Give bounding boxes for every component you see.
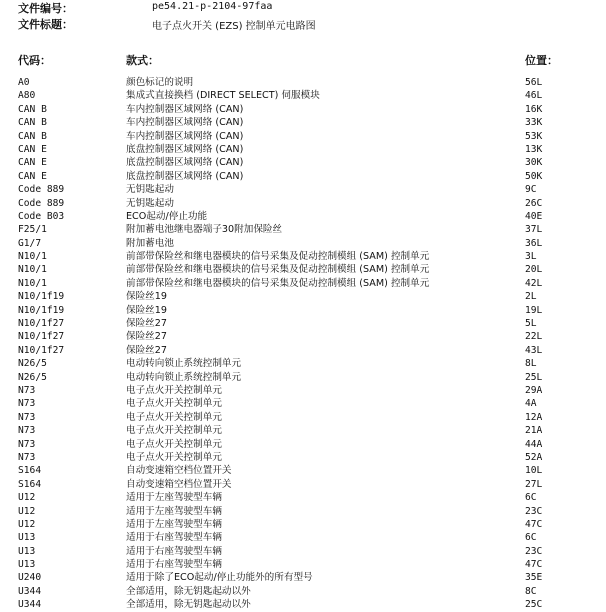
row-code: N10/1f27 xyxy=(18,344,65,356)
row-position: 46L xyxy=(525,90,543,102)
row-code: U240 xyxy=(18,572,42,584)
table-row xyxy=(0,384,606,397)
row-code: U12 xyxy=(18,505,36,517)
table-row xyxy=(0,411,606,424)
table-row xyxy=(0,237,606,250)
table-row xyxy=(0,223,606,236)
table-row xyxy=(0,317,606,330)
row-position: 9C xyxy=(525,184,537,196)
row-position: 13K xyxy=(525,143,543,155)
row-description: 自动变速箱空档位置开关 xyxy=(126,478,232,490)
table-row xyxy=(0,116,606,129)
row-position: 52A xyxy=(525,451,543,463)
row-description: 颜色标记的说明 xyxy=(126,77,194,88)
row-position: 25C xyxy=(525,599,543,611)
row-description: 适用于右座驾驶型车辆 xyxy=(126,545,222,557)
row-description: 底盘控制器区域网络 (CAN) xyxy=(126,143,244,155)
row-position: 42L xyxy=(525,277,543,289)
row-code: U13 xyxy=(18,545,36,557)
row-description: 电子点火开关控制单元 xyxy=(126,398,222,410)
row-code: CAN B xyxy=(18,117,47,129)
row-position: 20L xyxy=(525,264,543,276)
row-code: Code 889 xyxy=(18,197,65,209)
row-code: G1/7 xyxy=(18,237,42,249)
row-code: N10/1 xyxy=(18,264,47,276)
row-position: 2L xyxy=(525,291,537,303)
table-row xyxy=(0,558,606,571)
table-row xyxy=(0,277,606,290)
column-header-description: 款式： xyxy=(126,54,159,67)
legend-table xyxy=(0,76,606,612)
row-description: 自动变速箱空档位置开关 xyxy=(126,465,232,477)
table-row xyxy=(0,103,606,116)
row-description: 保险丝27 xyxy=(126,344,167,356)
row-code: CAN E xyxy=(18,157,47,169)
row-position: 6C xyxy=(525,532,537,544)
row-description: 适用于左座驾驶型车辆 xyxy=(126,492,222,504)
table-row xyxy=(0,357,606,370)
row-position: 27L xyxy=(525,478,543,490)
row-description: 底盘控制器区域网络 (CAN) xyxy=(126,157,244,169)
table-row xyxy=(0,424,606,437)
row-position: 35E xyxy=(525,572,543,584)
table-row xyxy=(0,290,606,303)
table-row xyxy=(0,397,606,410)
table-row xyxy=(0,143,606,156)
row-position: 25L xyxy=(525,371,543,383)
row-code: Code B03 xyxy=(18,210,65,222)
table-row xyxy=(0,371,606,384)
row-position: 16K xyxy=(525,103,543,115)
table-row xyxy=(0,505,606,518)
row-position: 37L xyxy=(525,224,543,236)
row-code: N10/1 xyxy=(18,251,47,263)
row-code: U344 xyxy=(18,599,42,611)
row-code: CAN E xyxy=(18,143,47,155)
table-row xyxy=(0,545,606,558)
doc-number-value: pe54.21-p-2104-97faa xyxy=(152,1,273,12)
table-row xyxy=(0,197,606,210)
doc-title-value: 电子点火开关 (EZS) 控制单元电路图 xyxy=(152,21,316,32)
row-code: N73 xyxy=(18,438,36,450)
row-description: 无钥匙起动 xyxy=(126,197,174,209)
row-code: S164 xyxy=(18,465,42,477)
row-position: 8L xyxy=(525,358,537,370)
row-position: 23C xyxy=(525,545,543,557)
row-code: CAN E xyxy=(18,170,47,182)
row-code: N73 xyxy=(18,384,36,396)
row-code: N26/5 xyxy=(18,358,47,370)
row-position: 12A xyxy=(525,411,543,423)
row-code: F25/1 xyxy=(18,224,47,236)
row-position: 53K xyxy=(525,130,543,142)
row-code: N10/1f19 xyxy=(18,291,65,303)
row-description: 适用于左座驾驶型车辆 xyxy=(126,505,222,517)
table-row xyxy=(0,210,606,223)
table-row xyxy=(0,518,606,531)
row-description: 电子点火开关控制单元 xyxy=(126,425,222,437)
row-description: 保险丝27 xyxy=(126,318,167,330)
row-description: 保险丝27 xyxy=(126,331,167,343)
row-description: 前部带保险丝和继电器模块的信号采集及促动控制模组 (SAM) 控制单元 xyxy=(126,264,430,276)
row-code: Code 889 xyxy=(18,184,65,196)
row-description: 电子点火开关控制单元 xyxy=(126,411,222,423)
row-code: N10/1f27 xyxy=(18,331,65,343)
table-row xyxy=(0,76,606,89)
row-description: 适用于左座驾驶型车辆 xyxy=(126,518,222,530)
row-code: CAN B xyxy=(18,130,47,142)
column-header-position: 位置： xyxy=(525,54,558,67)
table-row xyxy=(0,156,606,169)
row-description: 电子点火开关控制单元 xyxy=(126,384,222,396)
row-description: 底盘控制器区域网络 (CAN) xyxy=(126,170,244,182)
row-position: 3L xyxy=(525,251,537,263)
row-position: 40E xyxy=(525,210,543,222)
row-code: N10/1f27 xyxy=(18,318,65,330)
table-row xyxy=(0,451,606,464)
row-position: 36L xyxy=(525,237,543,249)
table-row xyxy=(0,598,606,611)
row-description: 附加蓄电池继电器端子30附加保险丝 xyxy=(126,224,283,236)
table-row xyxy=(0,585,606,598)
row-position: 29A xyxy=(525,384,543,396)
row-position: 50K xyxy=(525,170,543,182)
row-description: 适用于右座驾驶型车辆 xyxy=(126,559,222,571)
row-position: 8C xyxy=(525,585,537,597)
table-row xyxy=(0,304,606,317)
row-description: 附加蓄电池 xyxy=(126,237,174,249)
row-description: 无钥匙起动 xyxy=(126,184,174,196)
row-position: 56L xyxy=(525,77,543,88)
row-code: U13 xyxy=(18,559,36,571)
row-description: 集成式直接换档 (DIRECT SELECT) 伺服模块 xyxy=(126,90,320,102)
row-description: 车内控制器区域网络 (CAN) xyxy=(126,130,244,142)
row-description: ECO起动/停止功能 xyxy=(126,210,208,222)
table-row xyxy=(0,464,606,477)
row-position: 44A xyxy=(525,438,543,450)
table-row xyxy=(0,170,606,183)
row-description: 车内控制器区域网络 (CAN) xyxy=(126,103,244,115)
row-code: U12 xyxy=(18,492,36,504)
row-position: 22L xyxy=(525,331,543,343)
row-description: 保险丝19 xyxy=(126,304,167,316)
row-code: CAN B xyxy=(18,103,47,115)
row-position: 23C xyxy=(525,505,543,517)
row-description: 车内控制器区域网络 (CAN) xyxy=(126,117,244,129)
table-row xyxy=(0,531,606,544)
table-row xyxy=(0,183,606,196)
row-position: 26C xyxy=(525,197,543,209)
row-code: N73 xyxy=(18,411,36,423)
row-description: 适用于除了ECO起动/停止功能外的所有型号 xyxy=(126,572,313,584)
table-row xyxy=(0,344,606,357)
table-row xyxy=(0,491,606,504)
row-description: 前部带保险丝和继电器模块的信号采集及促动控制模组 (SAM) 控制单元 xyxy=(126,251,430,263)
row-code: U12 xyxy=(18,518,36,530)
table-row xyxy=(0,250,606,263)
row-description: 电动转向锁止系统控制单元 xyxy=(126,358,242,370)
row-code: U13 xyxy=(18,532,36,544)
row-code: N73 xyxy=(18,451,36,463)
table-row xyxy=(0,130,606,143)
row-description: 全部适用，除无钥匙起动以外 xyxy=(126,585,251,597)
row-position: 43L xyxy=(525,344,543,356)
row-position: 6C xyxy=(525,492,537,504)
row-description: 适用于右座驾驶型车辆 xyxy=(126,532,222,544)
row-position: 47C xyxy=(525,559,543,571)
row-code: N10/1f19 xyxy=(18,304,65,316)
row-position: 30K xyxy=(525,157,543,169)
row-description: 电子点火开关控制单元 xyxy=(126,451,222,463)
row-position: 47C xyxy=(525,518,543,530)
column-header-code: 代码： xyxy=(18,54,51,67)
row-code: S164 xyxy=(18,478,42,490)
table-row xyxy=(0,478,606,491)
row-description: 全部适用，除无钥匙起动以外 xyxy=(126,599,251,611)
row-code: N26/5 xyxy=(18,371,47,383)
table-row xyxy=(0,263,606,276)
table-row xyxy=(0,571,606,584)
row-description: 电动转向锁止系统控制单元 xyxy=(126,371,242,383)
table-row xyxy=(0,438,606,451)
row-position: 10L xyxy=(525,465,543,477)
doc-number-label: 文件编号： xyxy=(18,2,73,15)
row-code: N73 xyxy=(18,425,36,437)
row-code: U344 xyxy=(18,585,42,597)
row-position: 19L xyxy=(525,304,543,316)
row-position: 5L xyxy=(525,318,537,330)
row-code: A0 xyxy=(18,77,30,88)
doc-title-label: 文件标题： xyxy=(18,18,73,31)
row-position: 21A xyxy=(525,425,543,437)
table-row xyxy=(0,89,606,102)
row-description: 电子点火开关控制单元 xyxy=(126,438,222,450)
table-row xyxy=(0,330,606,343)
row-position: 4A xyxy=(525,398,537,410)
row-code: N10/1 xyxy=(18,277,47,289)
row-position: 33K xyxy=(525,117,543,129)
row-code: A80 xyxy=(18,90,36,102)
row-description: 前部带保险丝和继电器模块的信号采集及促动控制模组 (SAM) 控制单元 xyxy=(126,277,430,289)
row-description: 保险丝19 xyxy=(126,291,167,303)
row-code: N73 xyxy=(18,398,36,410)
